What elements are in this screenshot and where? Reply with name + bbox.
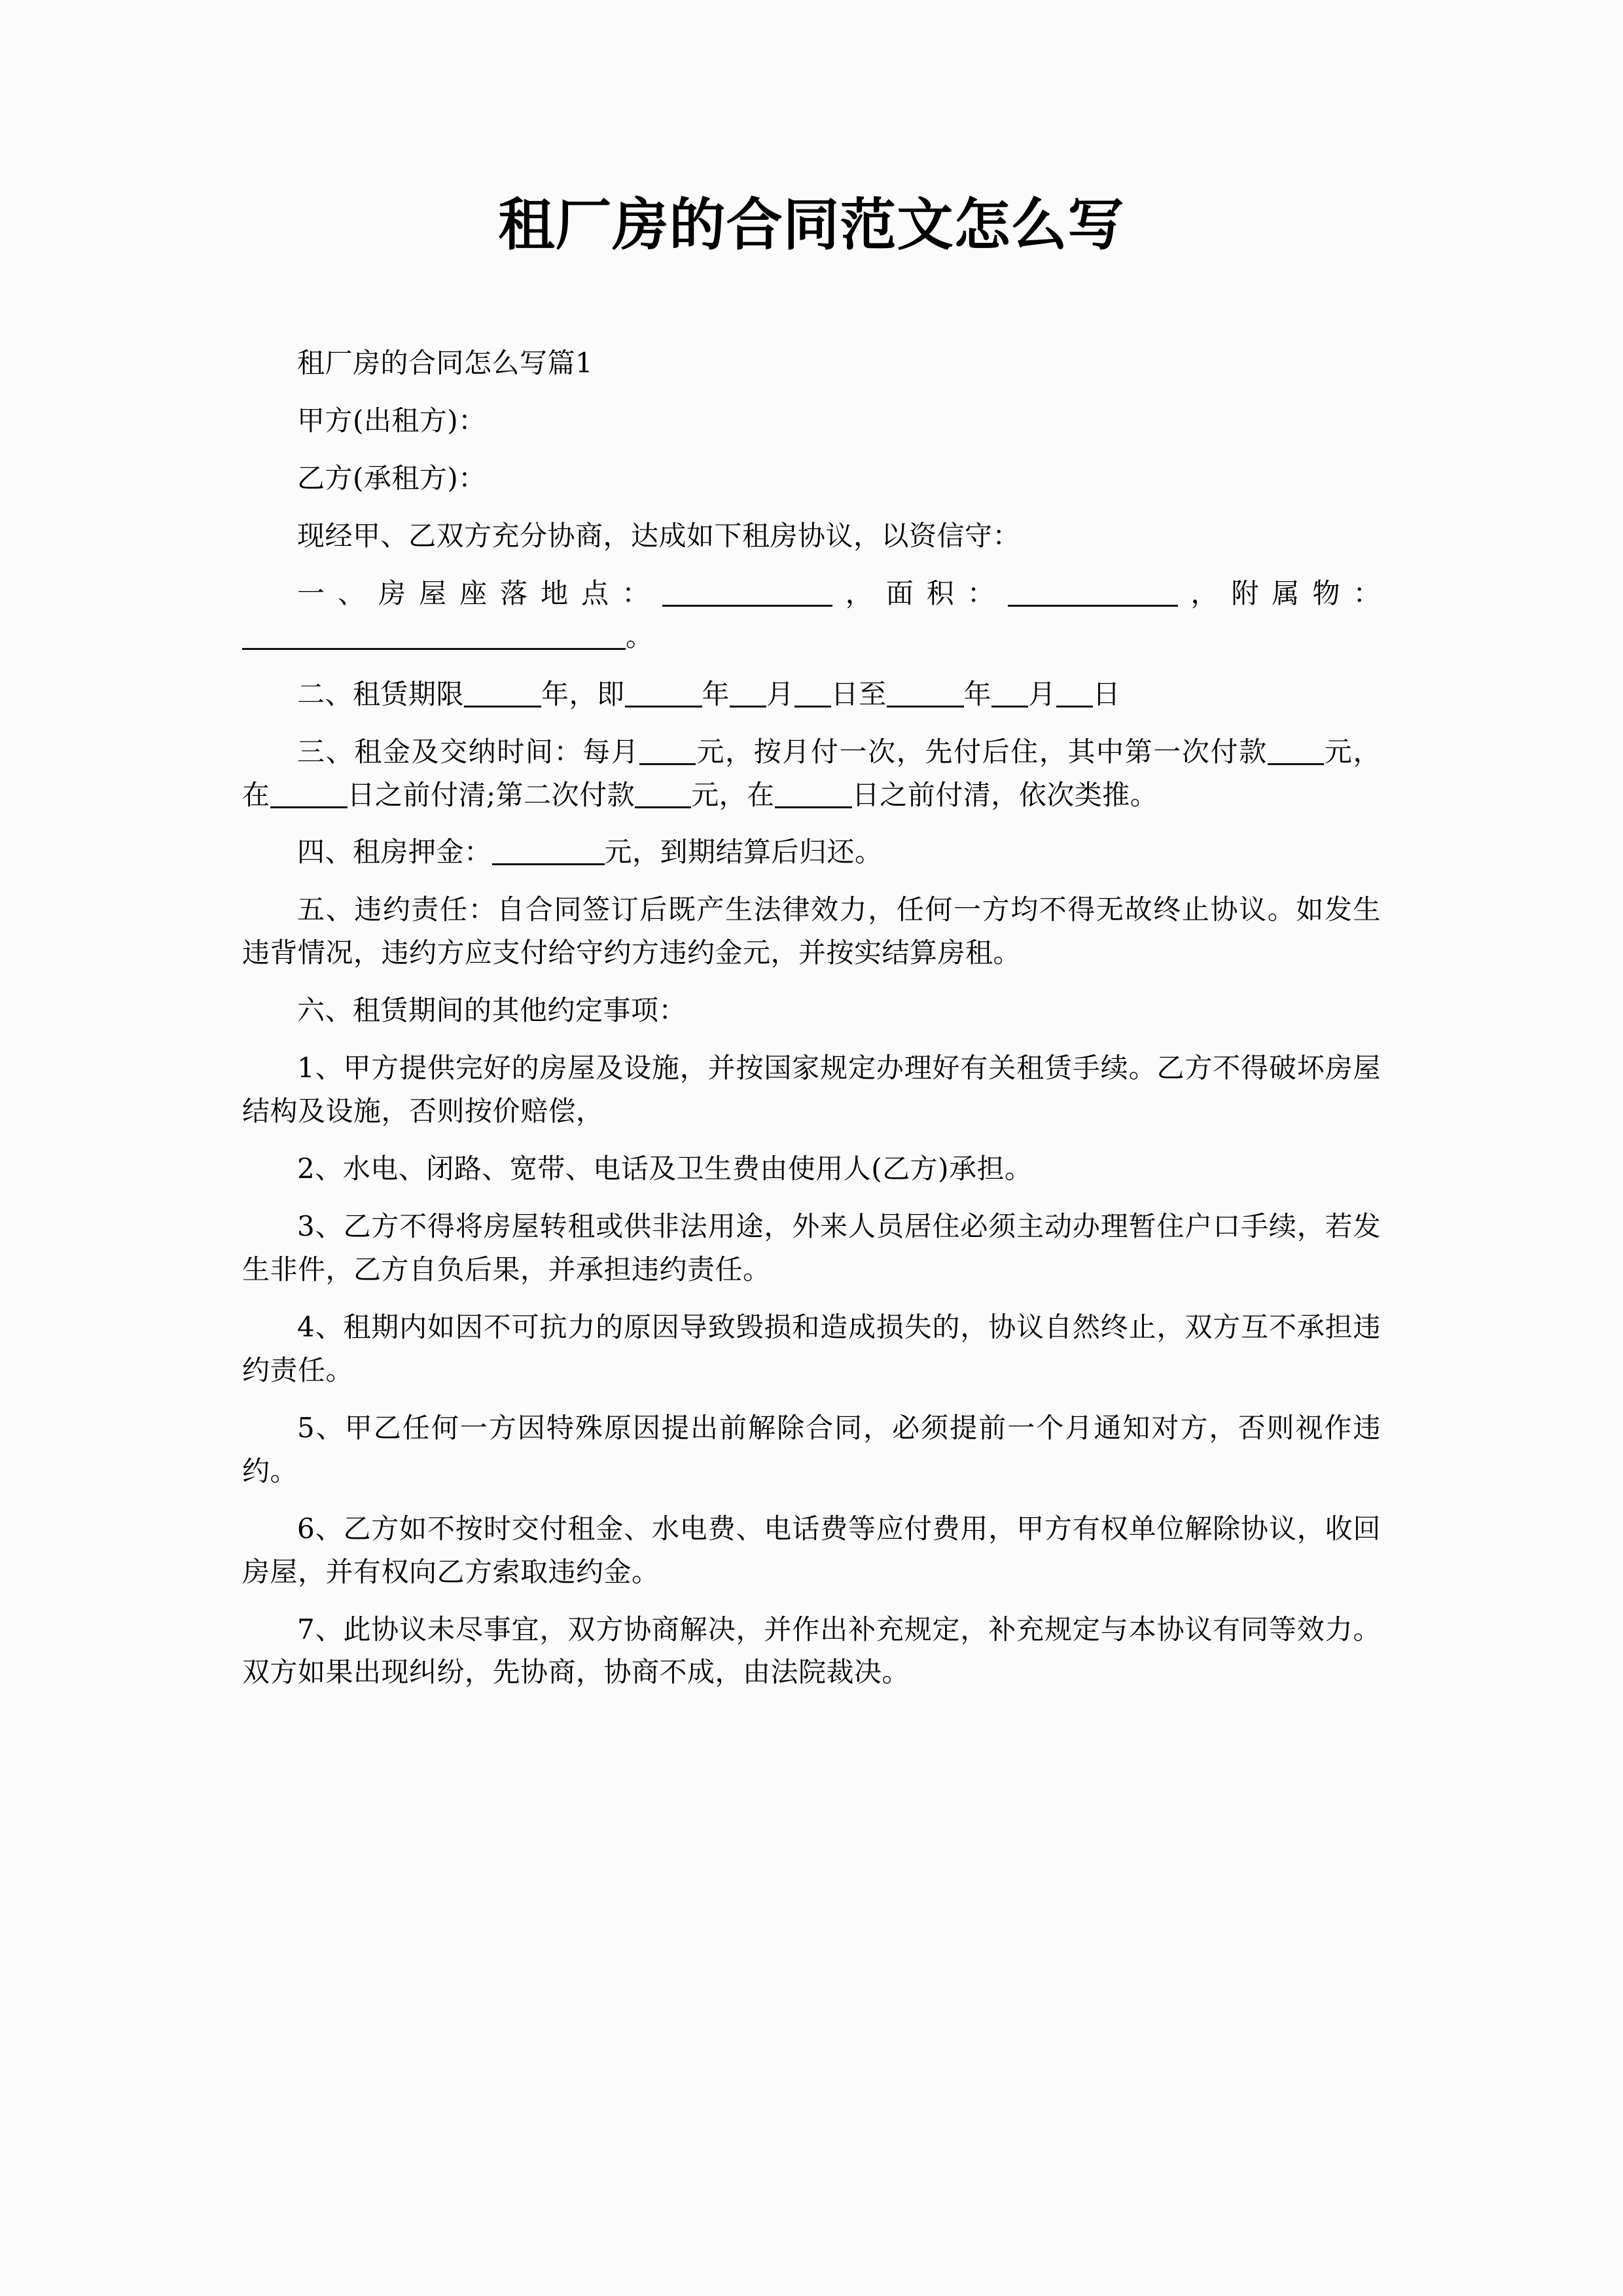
clause-one-tail: ，附属物： [1177, 577, 1381, 609]
list-item: 1、甲方提供完好的房屋及设施，并按国家规定办理好有关租赁手续。乙方不得破坏房屋结构及设施，否则按价赔偿， [242, 1052, 1381, 1128]
blank-monthly-rent [639, 741, 696, 765]
clause-one-lead: 一、房屋座落地点： [297, 577, 663, 609]
clause-three-b: 元，在 [242, 735, 1381, 811]
clause-three-lead: 三、租金及交纳时间：每月 [297, 735, 640, 768]
clause-three-d: 元，在 [691, 778, 775, 811]
clause-two-e: 年 [963, 677, 992, 710]
list-item: 6、乙方如不按时交付租金、水电费、电话费等应付费用，甲方有权单位解除协议，收回房屋，并有权向乙方索取违约金。 [242, 1512, 1381, 1588]
party-b-line: 乙方(承租方)： [297, 461, 486, 494]
clause-four-lead: 四、租房押金： [297, 836, 492, 869]
blank-end-year [887, 683, 964, 708]
clause-one [242, 572, 1381, 658]
list-item: 7、此协议未尽事宜，双方协商解决，并作出补充规定，补充规定与本协议有同等效力。双方如果出现纠纷，先协商，协商不成，由法院裁决。 [242, 1613, 1381, 1689]
list-item: 3、乙方不得将房屋转租或供非法用途，外来人员居住必须主动办理暂住户口手续，若发生非件，乙方自负后果，并承担违约责任。 [242, 1210, 1381, 1285]
clause-five: 五、违约责任：自合同签订后既产生法律效力，任何一方均不得无故终止协议。如发生违背情况，违约方应支付给守约方违约金元，并按实结算房租。 [242, 893, 1381, 969]
clause-two-c: 月 [766, 677, 794, 710]
clause-two-lead: 二、租赁期限 [297, 677, 465, 710]
clause-one-mid: ，面积： [832, 577, 1008, 609]
blank-first-payment [1268, 741, 1324, 765]
blank-second-payment [635, 784, 691, 808]
blank-start-year [625, 683, 702, 708]
clause-two-b: 年 [702, 677, 730, 710]
clause-one-end: 。 [626, 620, 654, 653]
blank-location [662, 583, 832, 607]
blank-area [1008, 583, 1178, 607]
clause-two-f: 月 [1028, 677, 1056, 710]
page-title: 租厂房的合同范文怎么写 [498, 192, 1125, 258]
list-item: 4、租期内如因不可抗力的原因导致毁损和造成损失的，协议自然终止，双方互不承担违约责任。 [242, 1310, 1381, 1386]
party-a-line: 甲方(出租方)： [297, 404, 486, 437]
clause-three-e: 日之前付清，依次类推。 [851, 778, 1158, 811]
clause-four [242, 831, 1381, 874]
clause-three [242, 730, 1381, 817]
section-heading: 租厂房的合同怎么写篇1 [297, 347, 594, 379]
clause-two [242, 673, 1381, 716]
clause-two-g: 日 [1092, 677, 1121, 710]
blank-deposit [492, 841, 605, 865]
clause-three-c: 日之前付清;第二次付款 [347, 778, 635, 811]
clause-three-a: 元，按月付一次，先付后住，其中第一次付款 [696, 735, 1268, 768]
clause-six: 六、租赁期间的其他约定事项： [297, 994, 687, 1027]
list-item: 2、水电、闭路、宽带、电话及卫生费由使用人(乙方)承担。 [297, 1153, 1033, 1185]
blank-start-month [730, 683, 766, 708]
clause-four-tail: 元，到期结算后归还。 [604, 836, 883, 869]
list-item: 5、甲乙任何一方因特殊原因提出前解除合同，必须提前一个月通知对方，否则视作违约。 [242, 1411, 1381, 1487]
blank-end-month [991, 683, 1028, 708]
blank-end-day [1056, 683, 1093, 708]
document-body [242, 342, 1381, 1708]
blank-start-day [794, 683, 831, 708]
blank-second-due-date [775, 784, 852, 808]
clause-two-a: 年，即 [541, 677, 625, 710]
blank-attachments [242, 626, 626, 650]
preamble-paragraph: 现经甲、乙双方充分协商，达成如下租房协议，以资信守： [297, 519, 1021, 552]
blank-first-due-date [270, 784, 348, 808]
clause-two-d: 日至 [830, 677, 887, 710]
blank-term-years [464, 683, 541, 708]
